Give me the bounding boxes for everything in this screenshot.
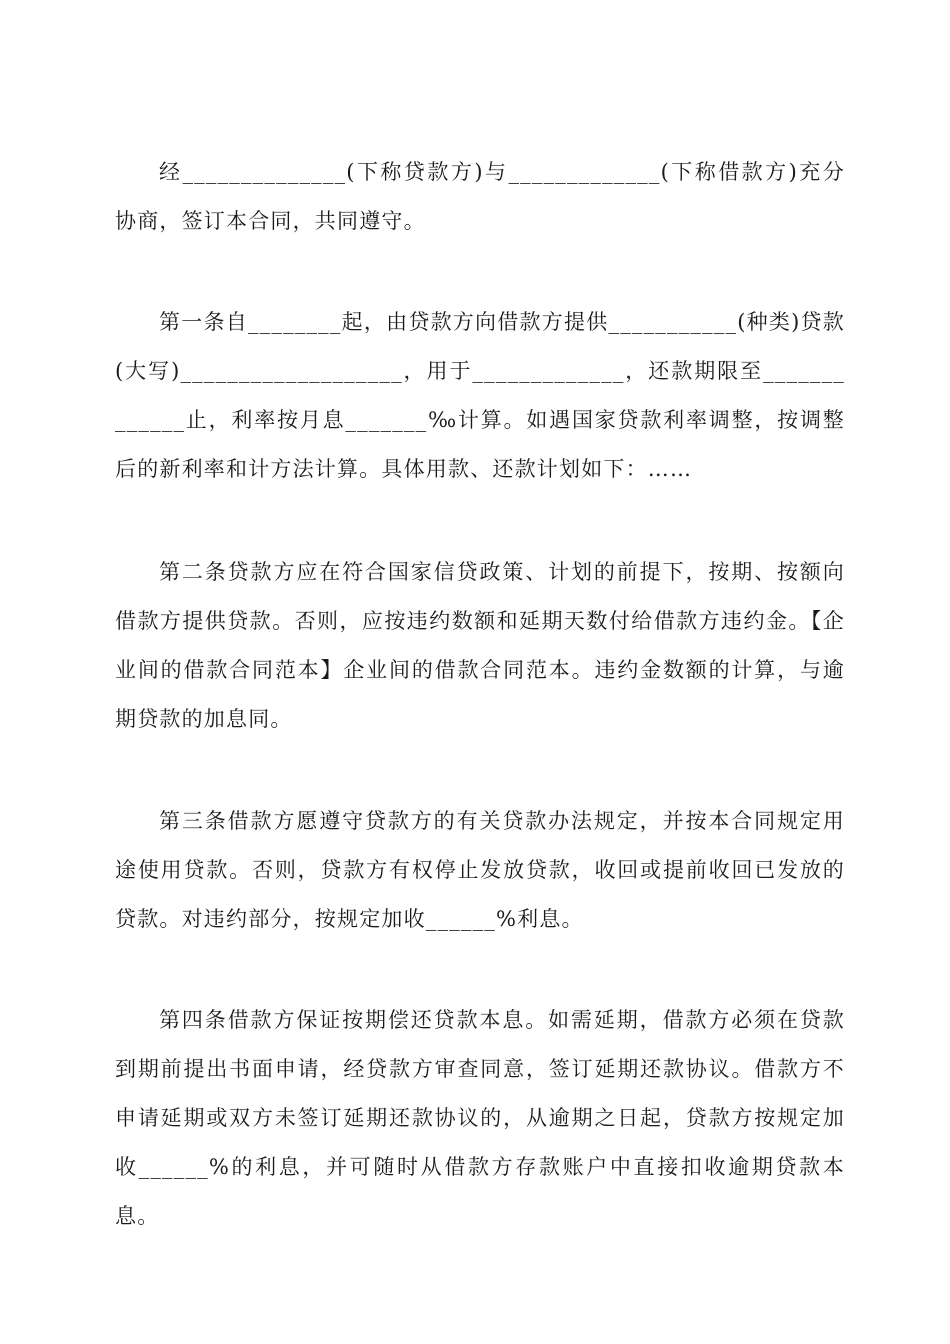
article-1: 第一条自________起，由贷款方向借款方提供___________(种类)贷款(大写)___________________，用于_____________，还款期限至_____________止，利率按月息_______‰计算。如遇国家贷款利率调整，按调整后的新利率和计方法计算。具体用款、还款计划如下：…… (115, 310, 845, 481)
article-4: 第四条借款方保证按期偿还贷款本息。如需延期，借款方必须在贷款到期前提出书面申请，经贷款方审查同意，签订延期还款协议。借款方不申请延期或双方未签订延期还款协议的，从逾期之日起，贷款方按规定加收______%的利息，并可随时从借款方存款账户中直接扣收逾期贷款本息。 (115, 1008, 845, 1228)
article-3: 第三条借款方愿遵守贷款方的有关贷款办法规定，并按本合同规定用途使用贷款。否则，贷款方有权停止发放贷款，收回或提前收回已发放的贷款。对违约部分，按规定加收______%利息。 (115, 809, 845, 931)
article-2: 第二条贷款方应在符合国家信贷政策、计划的前提下，按期、按额向借款方提供贷款。否则，应按违约数额和延期天数付给借款方违约金。【企业间的借款合同范本】企业间的借款合同范本。违约金数额的计算，与逾期贷款的加息同。 (115, 560, 845, 731)
contract-preamble: 经______________(下称贷款方)与_____________(下称借款方)充分协商，签订本合同，共同遵守。 (115, 160, 845, 233)
